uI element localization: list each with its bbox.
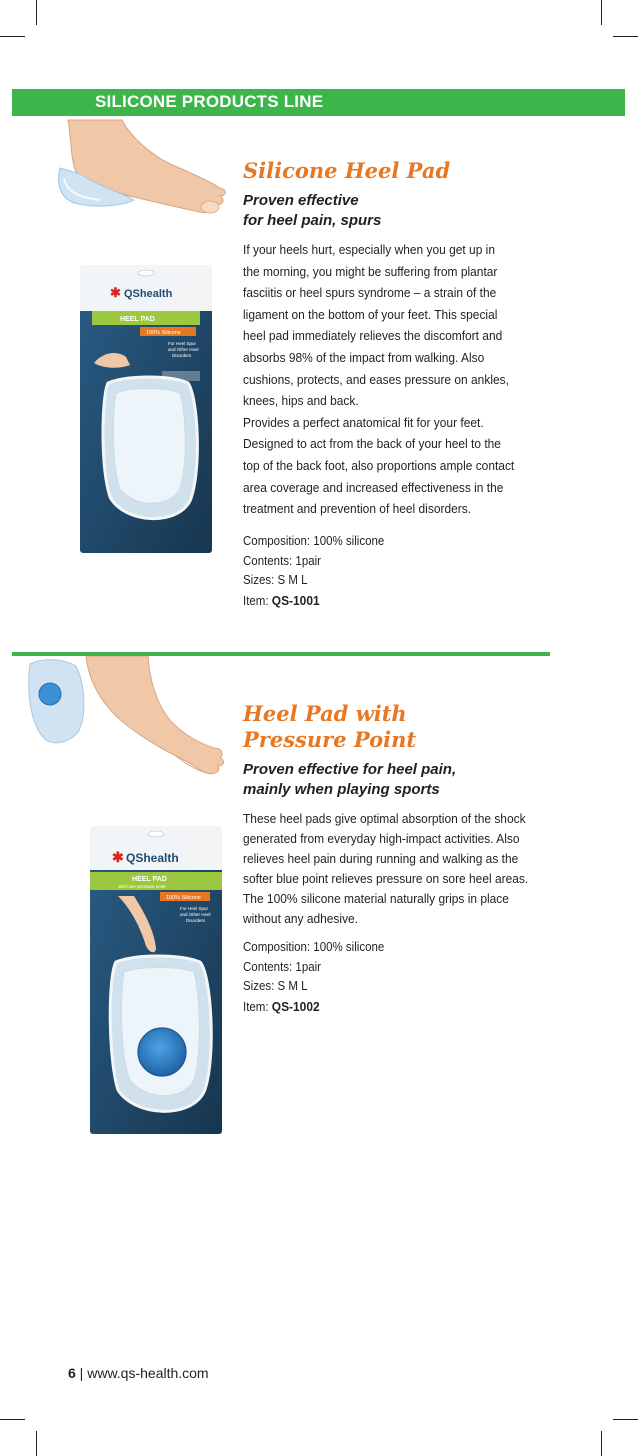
description-line: relieves heel pain during running and walking as the [243, 851, 519, 866]
contents: Contents: 1pair [243, 553, 321, 568]
website-link[interactable]: www.qs-health.com [87, 1365, 209, 1381]
item-number [243, 591, 384, 612]
package-note: Disorders [186, 918, 206, 923]
svg-text:✱: ✱ [112, 849, 124, 865]
product-package-image [90, 826, 222, 1134]
product-subtitle: Proven effective [243, 192, 359, 209]
page-number: 6 [68, 1365, 76, 1381]
description-line: the morning, you might be suffering from plantar [243, 263, 498, 279]
package-note: Disorders [172, 353, 192, 358]
product-subtitle: Proven effective for heel pain, [243, 761, 457, 778]
description-line: knees, hips and back. [243, 393, 359, 409]
product-title: Pressure Point [243, 727, 417, 752]
package-brand: QShealth [124, 288, 173, 300]
crop-mark [601, 1431, 602, 1456]
item-number [243, 997, 384, 1018]
product-description [243, 809, 528, 929]
description-line: absorbs 98% of the impact from walking. Also [243, 349, 485, 365]
package-note: and Other Heel [168, 347, 199, 352]
item-label: Item: [243, 999, 272, 1014]
crop-mark [36, 1431, 37, 1456]
package-badge: 100% Silicone [166, 895, 201, 901]
product-subtitle: mainly when playing sports [243, 781, 440, 798]
composition: Composition: 100% silicone [243, 534, 385, 548]
description-line: ligament on the bottom of your feet. This special [243, 306, 498, 322]
crop-mark [613, 36, 638, 37]
description-line: treatment and prevention of heel disorders. [243, 501, 472, 517]
svg-text:✱: ✱ [110, 285, 121, 300]
foot-with-heel-pad-illustration [50, 112, 240, 222]
section-title: SILICONE PRODUCTS LINE [95, 92, 324, 111]
package-note: and Other Heel [180, 912, 211, 917]
package-badge: 100% Silicone [146, 330, 181, 336]
description-line: If your heels hurt, especially when you get up in [243, 242, 495, 257]
crop-mark [601, 0, 602, 25]
crop-mark [0, 1419, 25, 1420]
package-label: HEEL PAD [120, 316, 155, 323]
description-line: generated from everyday high-impact activities. Also [243, 831, 520, 846]
description-line: fasciitis or heel spurs syndrome – a strain of the [243, 285, 497, 301]
package-label-sub: with blue pressure point [118, 884, 166, 889]
description-line: These heel pads give optimal absorption of the shock [243, 811, 526, 826]
description-line: cushions, protects, and eases pressure on ankles, [243, 371, 509, 387]
product-title: Silicone Heel Pad [243, 158, 451, 183]
description-line: Designed to act from the back of your heel to the [243, 436, 501, 452]
description-line: top of the back foot, also proportions ample contact [243, 457, 515, 473]
crop-mark [36, 0, 37, 25]
description-line: without any adhesive. [243, 911, 359, 926]
package-label: HEEL PAD [132, 876, 167, 883]
package-brand: QShealth [126, 851, 179, 865]
package-note: For Heel Spur [180, 906, 209, 911]
description-line: softer blue point relieves pressure on sore heel areas. [243, 871, 529, 886]
product-subtitle: for heel pain, spurs [243, 212, 382, 229]
description-line: Provides a perfect anatomical fit for your feet. [243, 414, 484, 430]
product-specs [243, 938, 384, 1017]
sizes: Sizes: S M L [243, 573, 308, 587]
product-specs [243, 532, 384, 611]
crop-mark [0, 36, 25, 37]
composition: Composition: 100% silicone [243, 940, 385, 954]
product-package-image [80, 265, 212, 553]
product-title: Heel Pad with [243, 701, 407, 726]
page-footer [68, 1365, 209, 1381]
sizes: Sizes: S M L [243, 979, 308, 993]
footer-separator: | [75, 1365, 88, 1381]
item-label: Item: [243, 593, 272, 608]
foot-with-pressure-point-pad-illustration [26, 656, 236, 781]
product-description [243, 239, 528, 520]
contents: Contents: 1pair [243, 959, 321, 974]
description-line: area coverage and increased effectiveness in the [243, 479, 504, 495]
package-note: For Heel Spur [168, 341, 197, 346]
item-code: QS-1001 [271, 592, 320, 608]
description-line: heel pad immediately relieves the discomfort and [243, 328, 503, 344]
description-line: The 100% silicone material naturally grips in place [243, 891, 509, 906]
crop-mark [613, 1419, 638, 1420]
item-code: QS-1002 [271, 998, 320, 1014]
